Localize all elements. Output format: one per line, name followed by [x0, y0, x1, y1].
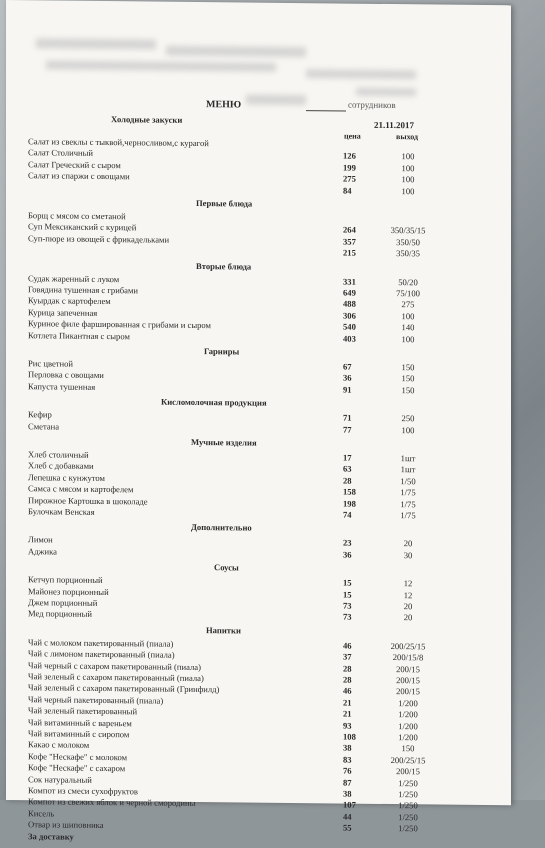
item-price: 198 — [343, 498, 367, 508]
item-name: Отвар из шиповника — [28, 819, 104, 830]
item-output: 100 — [378, 333, 438, 344]
section-title: Мучные изделия — [191, 437, 257, 448]
item-output: 100 — [378, 185, 438, 196]
item-name: Кефир — [28, 409, 52, 419]
item-output: 150 — [378, 743, 438, 754]
column-header-output: выход — [396, 132, 418, 141]
section-title: Напитки — [206, 625, 241, 635]
item-name: Аджика — [28, 546, 57, 556]
item-name: Салат из спаржи с овощами — [28, 170, 130, 181]
redacted-text — [306, 69, 416, 79]
item-output: 20 — [378, 601, 438, 612]
item-price: 87 — [343, 777, 367, 787]
item-price: 15 — [343, 589, 367, 599]
item-output: 1/250 — [378, 823, 438, 834]
item-name: Чай черный с сахаром пакетированный (пиала) — [28, 660, 201, 672]
item-name: Курица запеченная — [28, 307, 97, 318]
title-underline — [306, 110, 346, 111]
redacted-text — [166, 46, 306, 57]
section-title: Соусы — [214, 562, 239, 572]
item-name: Чай черный пакетированный (пиала) — [28, 694, 163, 705]
item-name: Суп Мексиканский с курицей — [28, 222, 136, 233]
item-price: 46 — [343, 686, 367, 696]
item-output: 20 — [378, 612, 438, 623]
item-price: 488 — [343, 299, 367, 309]
item-output: 100 — [378, 151, 438, 162]
menu-date: 21.11.2017 — [374, 120, 414, 130]
item-name: Куриное филе фаршированная с грибами и сыром — [28, 318, 211, 330]
item-name: Салат Столичный — [28, 148, 93, 159]
item-output: 1/75 — [378, 498, 438, 509]
item-name: Судак жаренный с луком — [28, 273, 119, 284]
item-output: 1/250 — [378, 789, 438, 800]
item-name: Хлеб столичный — [28, 449, 89, 460]
item-name: Лепешка с кунжутом — [28, 472, 105, 483]
item-output: 100 — [378, 424, 438, 435]
item-output: 20 — [378, 538, 438, 549]
item-price: 158 — [343, 487, 367, 497]
section-title: Гарниры — [204, 346, 239, 356]
item-price: 38 — [343, 743, 367, 753]
item-output: 200/25/15 — [378, 641, 438, 652]
item-output: 1/250 — [378, 800, 438, 811]
redacted-text — [46, 60, 276, 71]
menu-sheet — [6, 0, 511, 805]
item-output: 1/75 — [378, 510, 438, 521]
item-price: 108 — [343, 732, 367, 742]
column-header-price: цена — [344, 132, 361, 141]
item-price: 540 — [343, 322, 367, 332]
item-name: Сок натуральный — [28, 774, 92, 785]
item-output: 1шт — [378, 453, 438, 464]
redacted-text — [356, 88, 416, 97]
item-output: 150 — [378, 362, 438, 373]
item-name: Компот из свежих яблок и черной смородины — [28, 797, 195, 809]
item-output: 350/35 — [378, 248, 438, 259]
item-price: 36 — [343, 549, 367, 559]
item-price: 77 — [343, 424, 367, 434]
item-name: Котлета Пикантная с сыром — [28, 330, 130, 341]
item-name: Джем порционный — [28, 597, 97, 608]
item-name: Булочкам Венская — [28, 506, 95, 517]
item-output: 200/15/8 — [378, 652, 438, 663]
item-output: 1/250 — [378, 812, 438, 823]
item-price: 71 — [343, 413, 367, 423]
item-name: Салат Греческий с сыром — [28, 159, 121, 170]
item-price: 67 — [343, 362, 367, 372]
item-price: 331 — [343, 276, 367, 286]
item-price: 55 — [343, 823, 367, 833]
item-output: 200/15 — [378, 766, 438, 777]
item-output: 50/20 — [378, 276, 438, 287]
item-price: 15 — [343, 578, 367, 588]
item-output: 150 — [378, 373, 438, 384]
item-name: За доставку — [28, 831, 74, 841]
item-price: 17 — [343, 453, 367, 463]
item-output: 100 — [378, 311, 438, 322]
item-output: 1/75 — [378, 487, 438, 498]
item-price: 93 — [343, 720, 367, 730]
title-tail: сотрудников — [348, 100, 396, 110]
item-name: Суп-пюре из овощей с фрикадельками — [28, 233, 169, 244]
redacted-text — [246, 95, 306, 106]
item-price: 107 — [343, 800, 367, 810]
item-price: 44 — [343, 811, 367, 821]
section-title: Первые блюда — [196, 198, 252, 209]
item-name: Кетчуп порционный — [28, 574, 103, 585]
item-name: Сметана — [28, 421, 59, 431]
item-price: 46 — [343, 640, 367, 650]
item-name: Хлеб с добавками — [28, 461, 94, 472]
item-name: Куырдак с картофелем — [28, 296, 111, 307]
item-price: 275 — [343, 174, 367, 184]
item-name: Какао с молоком — [28, 740, 89, 751]
item-output: 1/200 — [378, 709, 438, 720]
item-name: Чай с лимоном пакетированный (пиала) — [28, 648, 175, 660]
item-price: 215 — [343, 248, 367, 258]
item-price: 21 — [343, 697, 367, 707]
item-price: 73 — [343, 601, 367, 611]
item-price: 83 — [343, 754, 367, 764]
item-output — [378, 140, 438, 141]
item-output: 200/15 — [378, 675, 438, 686]
item-name: Лимон — [28, 535, 53, 545]
item-price: 199 — [343, 162, 367, 172]
item-name: Говядина тушенная с грибами — [28, 284, 138, 295]
item-price: 74 — [343, 510, 367, 520]
item-output: 1/50 — [378, 476, 438, 487]
item-price: 91 — [343, 384, 367, 394]
item-name: Пирожное Картошка в шоколаде — [28, 495, 148, 506]
item-name: Салат из свеклы с тыквой,черносливом,с курагой — [28, 136, 209, 148]
item-name: Перловка с овощами — [28, 370, 104, 381]
item-name: Мед порционный — [28, 609, 92, 620]
item-output: 1/200 — [378, 720, 438, 731]
item-output: 275 — [378, 299, 438, 310]
item-name: Чай витаминный с сиропом — [28, 728, 129, 739]
item-output: 12 — [378, 578, 438, 589]
item-name: Чай зеленый с сахаром пакетированный (пиала) — [28, 671, 204, 683]
item-price: 21 — [343, 709, 367, 719]
item-price: 76 — [343, 766, 367, 776]
item-price: 126 — [343, 151, 367, 161]
section-title: Вторые блюда — [196, 261, 251, 272]
item-price: 28 — [343, 663, 367, 673]
item-output: 250 — [378, 413, 438, 424]
item-output: 140 — [378, 322, 438, 333]
item-output: 100 — [378, 163, 438, 174]
item-price: 649 — [343, 288, 367, 298]
item-price: 36 — [343, 373, 367, 383]
page-title: МЕНЮ — [206, 99, 241, 110]
item-output: 1/200 — [378, 732, 438, 743]
item-price: 84 — [343, 185, 367, 195]
item-output: 350/50 — [378, 237, 438, 248]
item-price: 63 — [343, 464, 367, 474]
item-output: 100 — [378, 174, 438, 185]
item-output — [378, 834, 438, 835]
item-name: Компот из смеси сухофруктов — [28, 785, 138, 796]
item-price: 37 — [343, 652, 367, 662]
item-price: 73 — [343, 612, 367, 622]
item-output: 1/200 — [378, 698, 438, 709]
item-name: Кофе "Нескафе" с сахаром — [28, 762, 125, 773]
item-name: Кисель — [28, 808, 54, 818]
item-price: 23 — [343, 538, 367, 548]
item-output: 75/100 — [378, 288, 438, 299]
redacted-text — [36, 38, 156, 49]
item-price: 264 — [343, 225, 367, 235]
item-output: 200/15 — [378, 686, 438, 697]
section-title: Дополнительно — [191, 522, 252, 533]
item-output: 350/35/15 — [378, 225, 438, 236]
item-price: 28 — [343, 475, 367, 485]
item-output: 12 — [378, 589, 438, 600]
item-name: Чай зеленый пакетированный — [28, 705, 137, 716]
item-output: 200/25/15 — [378, 755, 438, 766]
item-name: Майонез порционный — [28, 586, 109, 597]
item-name: Чай с молоком пакетированный (пиала) — [28, 637, 173, 649]
item-name: Кофе "Нескафе" с молоком — [28, 751, 127, 762]
item-name: Капуста тушенная — [28, 381, 95, 392]
item-output: 1/250 — [378, 777, 438, 788]
item-price: 306 — [343, 310, 367, 320]
item-output: 200/15 — [378, 663, 438, 674]
item-name: Чай зеленый с сахаром пакетированный (Гринфилд) — [28, 683, 219, 695]
item-output: 1шт — [378, 464, 438, 475]
item-name: Борщ с мясом со сметаной — [28, 210, 126, 221]
item-price: 28 — [343, 675, 367, 685]
item-name: Рис цветной — [28, 358, 73, 368]
item-output: 30 — [378, 550, 438, 561]
item-output: 150 — [378, 385, 438, 396]
item-output — [378, 214, 438, 215]
item-price: 357 — [343, 236, 367, 246]
item-price: 403 — [343, 333, 367, 343]
section-title: Холодные закуски — [111, 114, 182, 125]
item-price: 38 — [343, 789, 367, 799]
item-name: Чай витаминный с вареньем — [28, 717, 132, 728]
item-name: Самса с мясом и картофелем — [28, 483, 133, 494]
section-title: Кисломолочная продукция — [161, 397, 267, 408]
